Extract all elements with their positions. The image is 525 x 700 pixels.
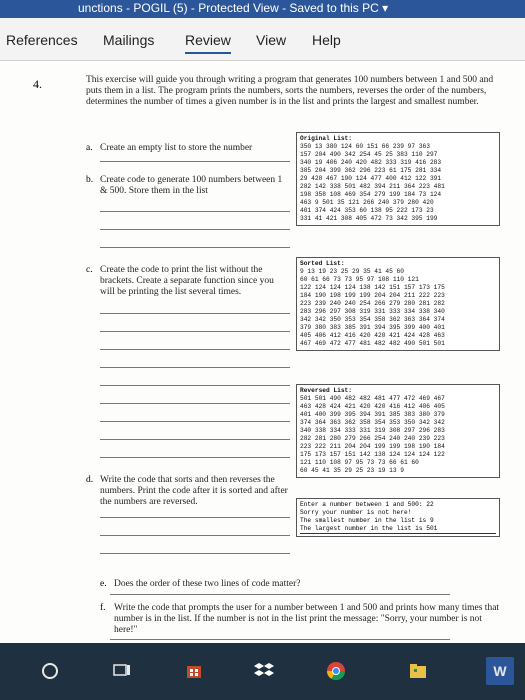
output-line: 9 13 19 23 25 29 35 41 45 60 bbox=[300, 268, 404, 275]
item-b-label: b. bbox=[86, 175, 94, 185]
output-line: 463 9 501 35 121 266 240 379 280 420 bbox=[300, 199, 434, 206]
store-icon[interactable] bbox=[180, 657, 208, 685]
item-c-label: c. bbox=[86, 265, 93, 275]
word-icon[interactable]: W bbox=[486, 657, 514, 685]
answer-line bbox=[100, 349, 290, 350]
output-line: 282 142 338 501 482 394 211 364 223 481 bbox=[300, 183, 445, 190]
output-line: 184 190 198 199 199 204 204 211 222 223 bbox=[300, 292, 445, 299]
chrome-icon[interactable] bbox=[322, 657, 350, 685]
answer-line bbox=[100, 517, 290, 518]
output-line: 340 19 406 240 420 482 333 319 416 283 bbox=[300, 159, 442, 166]
answer-line bbox=[100, 247, 290, 248]
taskbar bbox=[0, 643, 525, 700]
answer-line bbox=[110, 594, 450, 595]
answer-line bbox=[110, 639, 450, 640]
answer-line bbox=[100, 457, 290, 458]
item-f-label: f. bbox=[100, 603, 106, 613]
item-e-text: Does the order of these two lines of code matter? bbox=[114, 579, 301, 589]
item-a-label: a. bbox=[86, 143, 93, 153]
answer-line bbox=[100, 439, 290, 440]
tab-review[interactable]: Review bbox=[185, 32, 231, 48]
output-line: 342 342 350 353 354 358 362 363 364 374 bbox=[300, 316, 445, 323]
answer-line bbox=[100, 421, 290, 422]
answer-line bbox=[100, 331, 290, 332]
console-line: Enter a number between 1 and 500: 22 bbox=[300, 501, 434, 508]
output-line: 60 61 66 73 73 95 97 108 110 121 bbox=[300, 276, 419, 283]
output-line: 501 501 490 482 482 481 477 472 469 467 bbox=[300, 395, 445, 402]
output-line: 223 222 211 204 204 199 199 198 190 184 bbox=[300, 443, 445, 450]
output-line: 467 469 472 477 481 482 482 490 501 501 bbox=[300, 340, 445, 347]
tab-view[interactable]: View bbox=[256, 32, 287, 48]
reversed-list-output bbox=[296, 384, 500, 478]
answer-line bbox=[100, 161, 290, 162]
original-list-output bbox=[296, 132, 500, 226]
window-titlebar bbox=[0, 0, 525, 18]
console-output bbox=[296, 498, 500, 537]
item-c-text: Create the code to print the list without the brackets. Create a separate function since you will be printing the list several times. bbox=[100, 265, 274, 297]
output-line: 331 41 421 308 405 472 73 342 395 199 bbox=[300, 215, 438, 222]
answer-line bbox=[100, 403, 290, 404]
output-line: 340 338 334 333 331 319 308 297 296 283 bbox=[300, 427, 445, 434]
answer-line bbox=[100, 385, 290, 386]
question-number: 4. bbox=[33, 77, 42, 91]
answer-line bbox=[100, 211, 290, 212]
answer-line bbox=[100, 229, 290, 230]
output-line: 401 400 399 395 394 391 385 383 380 379 bbox=[300, 411, 445, 418]
item-d-label: d. bbox=[86, 475, 94, 485]
output-line: 121 110 108 97 95 73 73 66 61 60 bbox=[300, 459, 419, 466]
output-line: 282 281 280 279 266 254 240 240 239 223 bbox=[300, 435, 445, 442]
output-line: 379 380 383 385 391 394 395 399 400 401 bbox=[300, 324, 445, 331]
original-list-header: Original List: bbox=[300, 135, 352, 142]
console-line: The smallest number in the list is 9 bbox=[300, 517, 434, 524]
item-f-text: Write the code that prompts the user for a number between 1 and 500 and prints how many times that number is in the list. If the number is not in the list print the message: "Sorry, your number is not here!" bbox=[114, 603, 500, 635]
answer-line bbox=[100, 367, 290, 368]
output-line: 283 296 297 308 319 331 333 334 338 340 bbox=[300, 308, 445, 315]
tab-references[interactable]: References bbox=[6, 32, 78, 48]
sorted-list-header: Sorted List: bbox=[300, 260, 345, 267]
answer-line bbox=[100, 313, 290, 314]
files-icon[interactable] bbox=[404, 657, 432, 685]
output-line: 198 358 108 469 354 279 199 184 73 124 bbox=[300, 191, 442, 198]
item-d-text: Write the code that sorts and then reverses the numbers. Print the code after it is sorted and after the numbers are reversed. bbox=[100, 475, 288, 507]
output-line: 29 428 467 190 124 477 400 412 122 391 bbox=[300, 175, 442, 182]
console-line: Sorry your number is not here! bbox=[300, 509, 412, 516]
item-b-text: Create code to generate 100 numbers between 1 & 500. Store them in the list bbox=[100, 175, 283, 196]
ribbon bbox=[0, 18, 525, 61]
output-line: 60 45 41 35 29 25 23 19 13 9 bbox=[300, 467, 404, 474]
tab-mailings[interactable]: Mailings bbox=[103, 32, 155, 48]
search-circle-icon[interactable] bbox=[36, 657, 64, 685]
sorted-list-output bbox=[296, 257, 500, 351]
output-line: 401 374 424 353 60 138 95 222 173 23 bbox=[300, 207, 434, 214]
reversed-list-header: Reversed List: bbox=[300, 387, 352, 394]
tab-help[interactable]: Help bbox=[312, 32, 341, 48]
output-line: 157 204 490 342 254 45 25 383 110 297 bbox=[300, 151, 438, 158]
output-line: 350 13 380 124 60 151 66 239 97 363 bbox=[300, 143, 430, 150]
console-line: The largest number in the list is 501 bbox=[300, 525, 496, 534]
item-e-label: e. bbox=[100, 579, 107, 589]
document-page[interactable] bbox=[0, 61, 525, 643]
output-line: 385 204 399 362 296 223 61 175 281 334 bbox=[300, 167, 442, 174]
answer-line bbox=[100, 553, 290, 554]
dropbox-icon[interactable] bbox=[250, 657, 278, 685]
window-title: unctions - POGIL (5) - Protected View - Saved to this PC ▾ bbox=[78, 1, 389, 15]
output-line: 223 239 240 240 254 266 279 280 281 282 bbox=[300, 300, 445, 307]
item-a-text: Create an empty list to store the number bbox=[100, 143, 253, 153]
output-line: 122 124 124 124 138 142 151 157 173 175 bbox=[300, 284, 445, 291]
intro-text: This exercise will guide you through writing a program that generates 100 numbers between 1 and 500 and puts them in a list. The program prints the numbers, sorts the numbers, reverses the order of the numbers, determines the number of times a given number is in the list and prints the largest and smallest number. bbox=[86, 75, 494, 107]
output-line: 405 406 412 416 420 420 421 424 428 463 bbox=[300, 332, 445, 339]
task-view-icon[interactable] bbox=[108, 657, 136, 685]
output-line: 463 428 424 421 420 420 416 412 406 405 bbox=[300, 403, 445, 410]
answer-line bbox=[100, 535, 290, 536]
output-line: 175 173 157 151 142 138 124 124 124 122 bbox=[300, 451, 445, 458]
output-line: 374 364 363 362 358 354 353 350 342 342 bbox=[300, 419, 445, 426]
